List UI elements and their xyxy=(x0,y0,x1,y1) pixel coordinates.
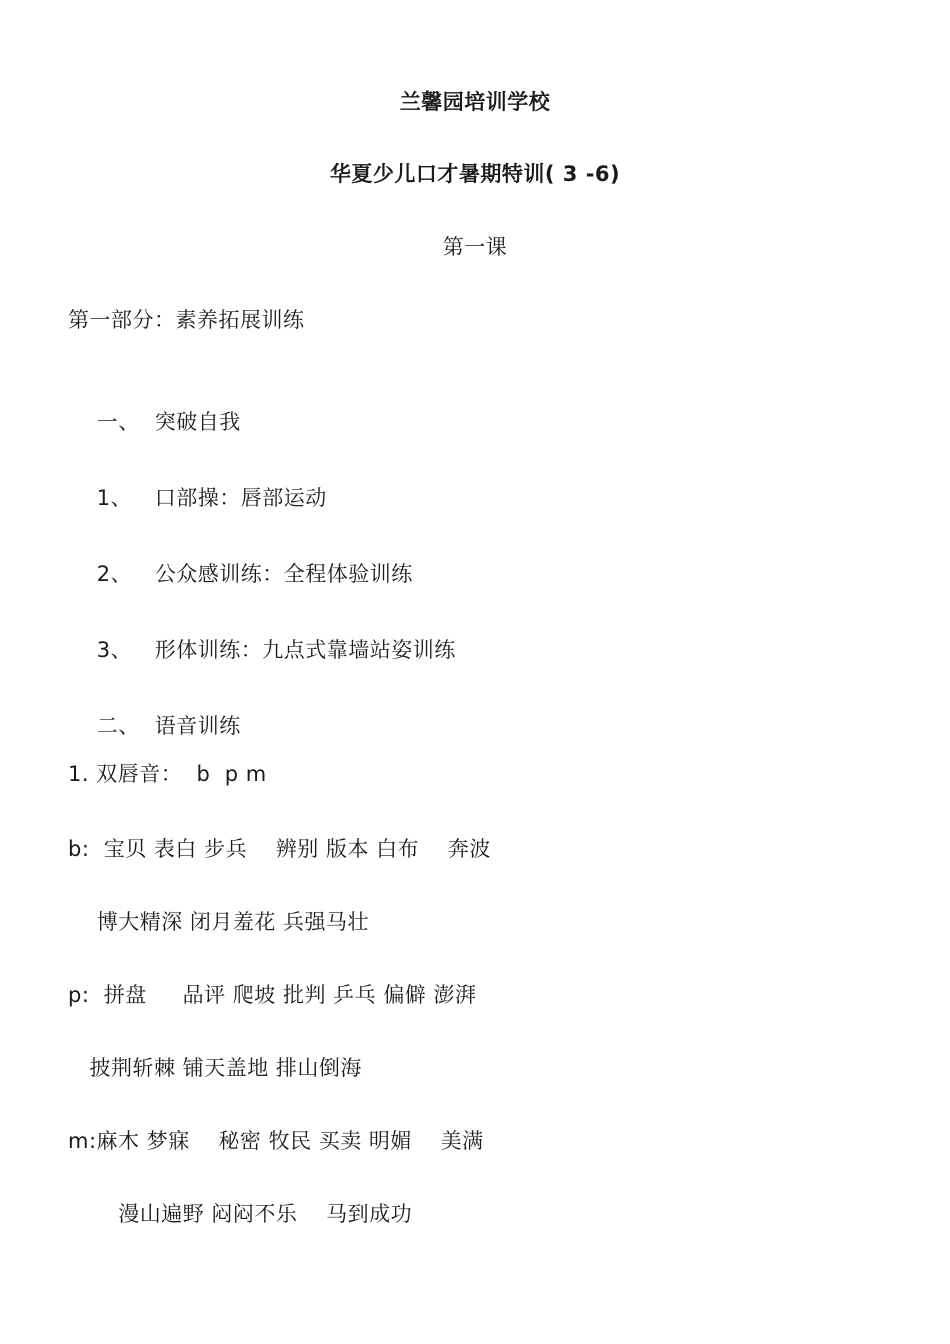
section-number: 一、 xyxy=(96,410,140,434)
list-item xyxy=(68,608,456,692)
lesson-title: 第一课 xyxy=(442,235,508,259)
section-heading-text: 语音训练 xyxy=(154,714,241,738)
section-heading-2 xyxy=(68,684,241,768)
item-text: 口部操：唇部运动 xyxy=(154,486,327,510)
item-number: 1、 xyxy=(96,486,133,510)
course-title: 华夏少儿口才暑期特训( 3 -6) xyxy=(329,162,621,186)
item-number: 2、 xyxy=(96,562,133,586)
practice-line: 博大精深 闭月羞花 兵强马壮 xyxy=(68,910,370,934)
practice-line: b: 宝贝 表白 步兵 辨别 版本 白布 奔波 xyxy=(68,837,491,861)
practice-line: m:麻木 梦寐 秘密 牧民 买卖 明媚 美满 xyxy=(68,1129,484,1153)
subheading: 1. 双唇音： b p m xyxy=(68,762,267,786)
section-number: 二、 xyxy=(96,714,140,738)
practice-line: 漫山遍野 闷闷不乐 马到成功 xyxy=(68,1202,413,1226)
part-title: 第一部分：素养拓展训练 xyxy=(68,308,305,332)
school-title: 兰馨园培训学校 xyxy=(399,90,551,114)
item-text: 形体训练：九点式靠墙站姿训练 xyxy=(154,638,456,662)
list-item xyxy=(68,532,413,616)
practice-line: 披荆斩棘 铺天盖地 排山倒海 xyxy=(68,1056,362,1080)
item-text: 公众感训练：全程体验训练 xyxy=(154,562,413,586)
practice-line: p: 拼盘 品评 爬坡 批判 乒乓 偏僻 澎湃 xyxy=(68,983,477,1007)
section-heading-text: 突破自我 xyxy=(154,410,241,434)
section-heading-1 xyxy=(68,380,241,464)
item-number: 3、 xyxy=(96,638,133,662)
list-item xyxy=(68,456,327,540)
